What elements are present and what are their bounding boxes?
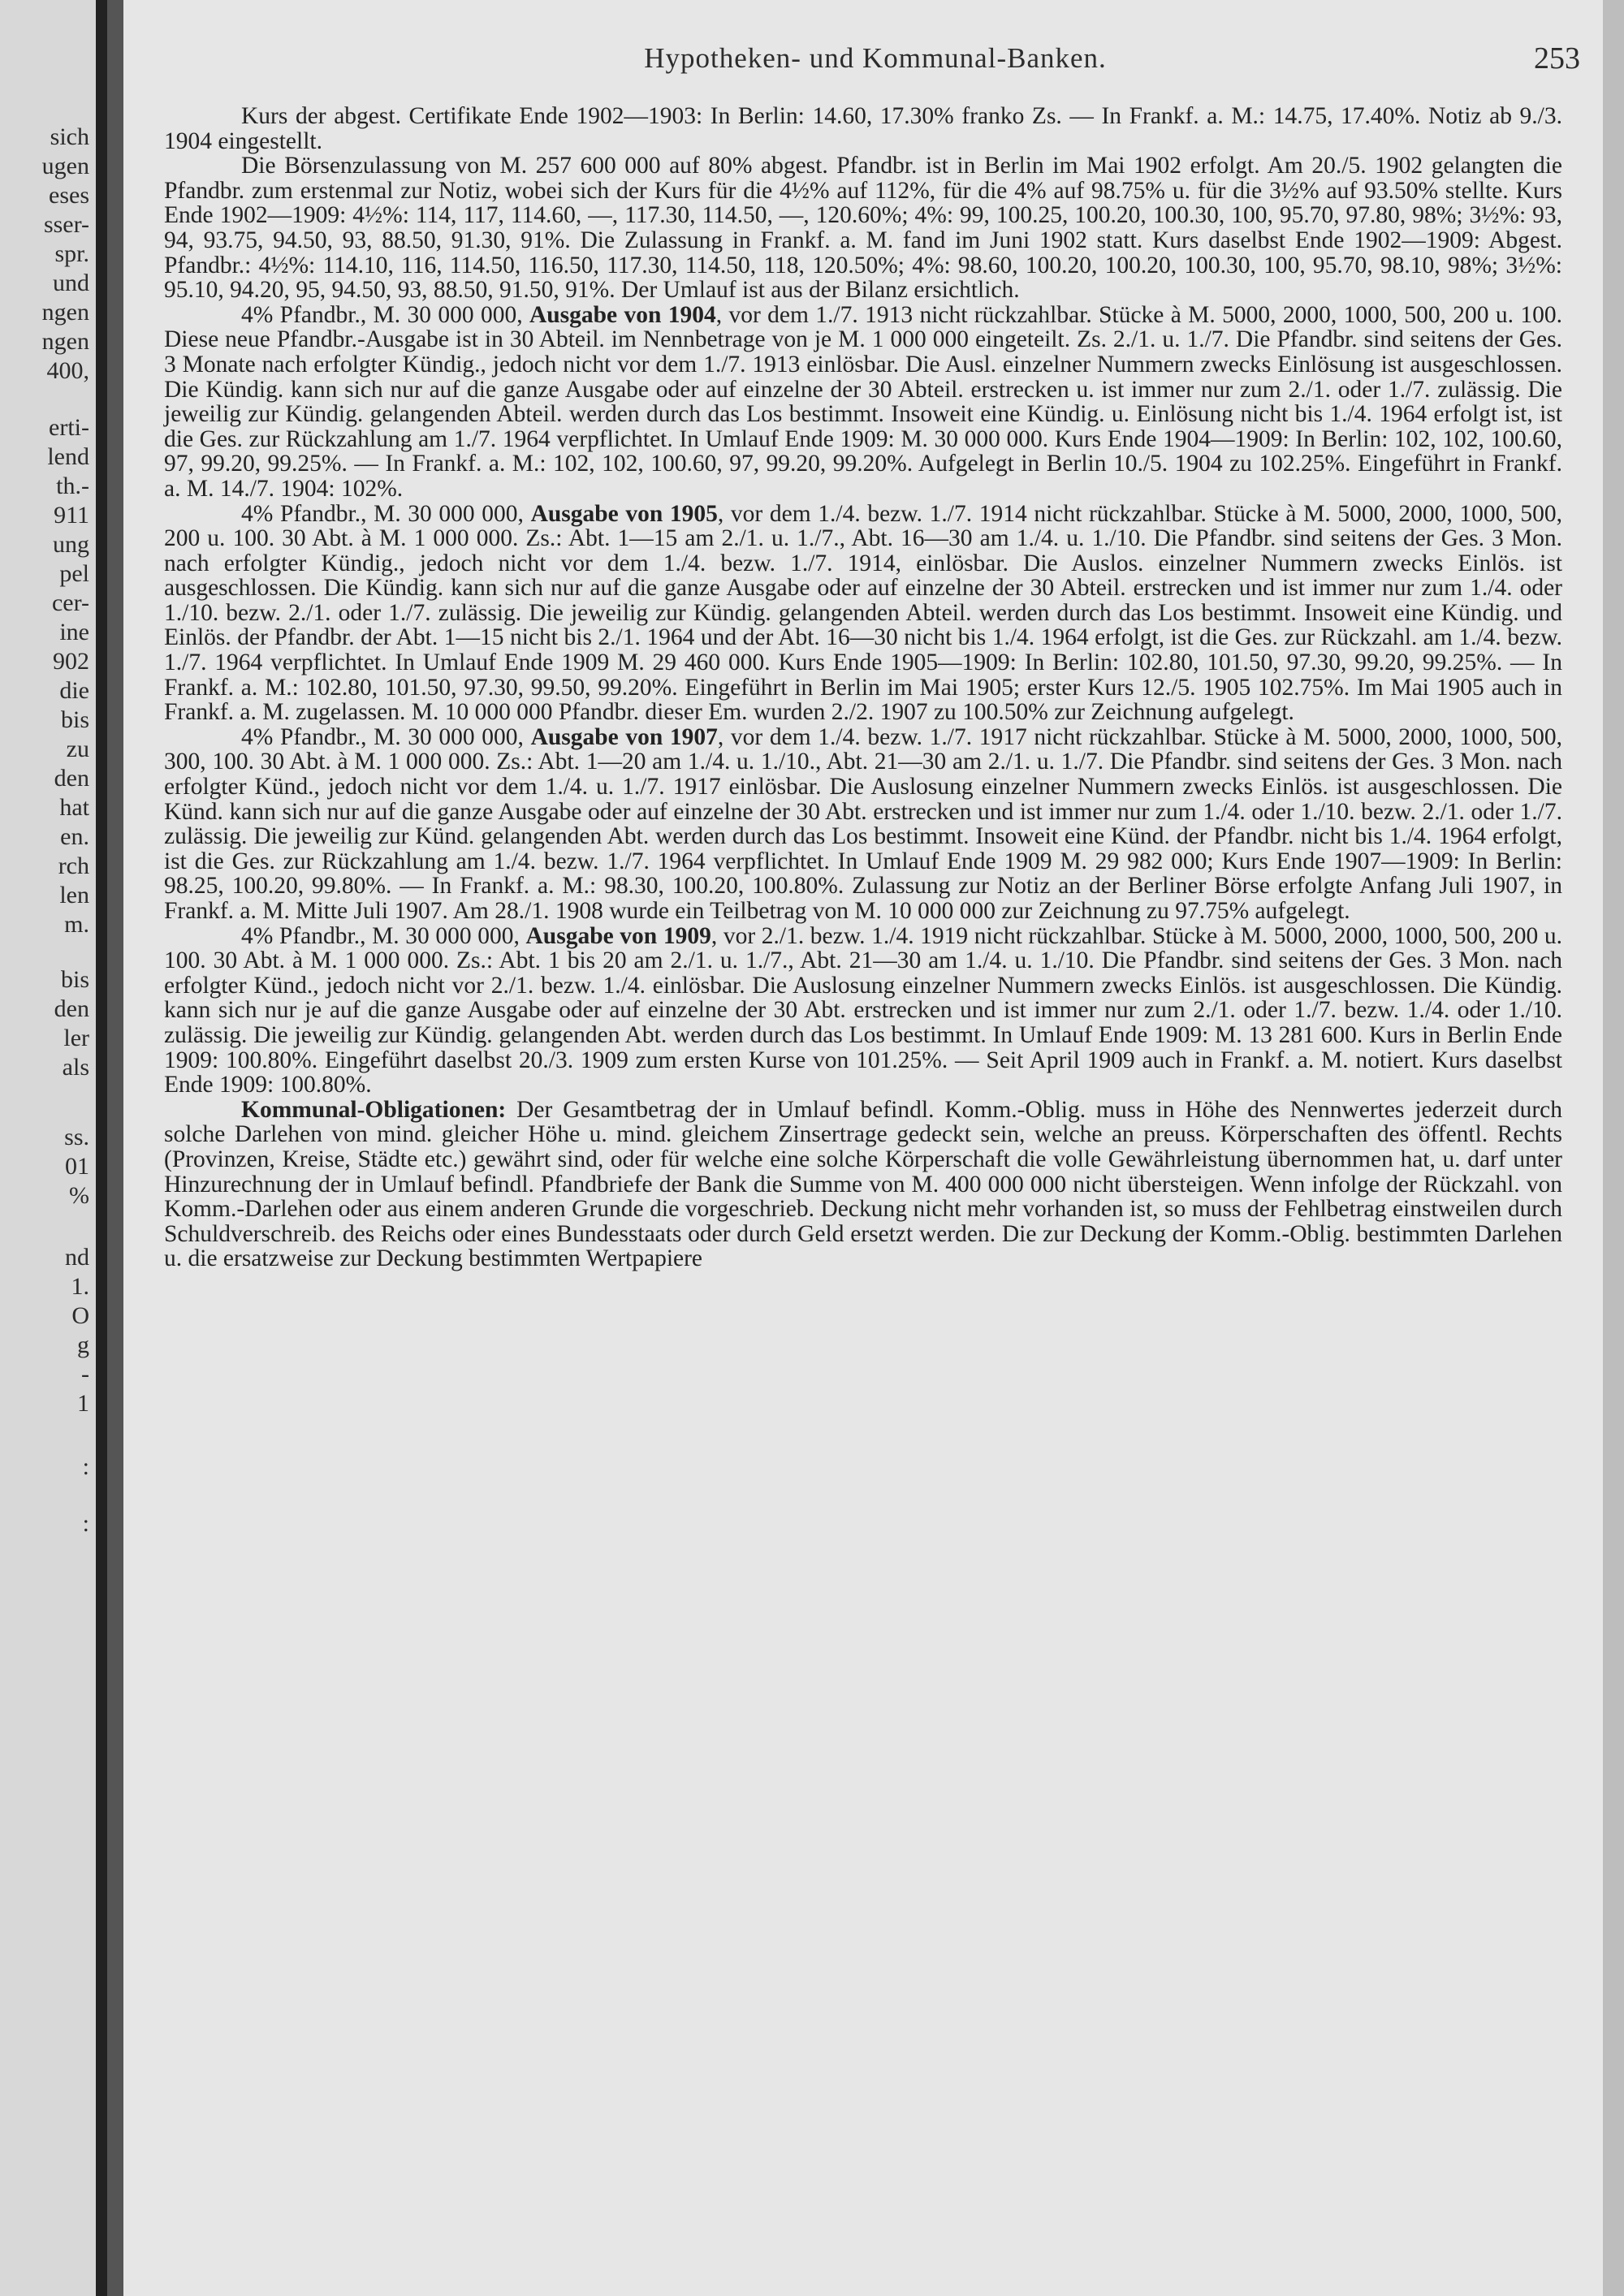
adjacent-fragment: ine: [59, 619, 89, 645]
paragraph-lead: 4% Pfandbr., M. 30 000 000,: [241, 723, 531, 750]
adjacent-fragment: pel: [59, 560, 89, 587]
adjacent-fragment: den: [54, 995, 89, 1022]
adjacent-fragment: %: [69, 1182, 89, 1209]
adjacent-fragment: m.: [64, 911, 89, 938]
paragraph-text: , vor dem 1./4. bezw. 1./7. 1914 nicht rückzahlbar. Stücke à M. 5000, 2000, 1000, 500, 200 u. 100. 30 Abt. à M. 1 000 000. Zs.: Abt. 1—15 am 2./1. u. 1./7., Abt. 16—30 am 1./4. u. 1./10. Die Pfandbr. sind seitens der Ges. 3 Mon. nach erfolgter Kündig., jedoch nicht vor dem 1./4. bezw. 1./7. 1914, einlösbar. Die Auslos. einzelner Nummern zwecks Einlös. ist ausgeschlossen. Die Kündig. kann sich nur auf die ganze Ausgabe oder auf einzelne der 30 Abteil. erstrecken und ist immer nur zum 1./4. oder 1./10. bezw. 2./1. oder 1./7. zulässig. Die jeweilig zur Kündig. gelangenden Abteil. werden durch das Los bestimmt. Insoweit eine Kündig. und Einlös. der Pfandbr. der Abt. 1—15 nicht bis 2./1. 1964 und der Abt. 16—30 nicht bis 1./4. 1964 erfolgt, ist die Ges. zur Rückzahl. am 1./4. bezw. 1./7. 1964 verpflichtet. In Umlauf Ende 1909 M. 29 460 000. Kurs Ende 1905—1909: In Berlin: 102.80, 101.50, 97.30, 99.20, 99.25%. — In Frankf. a. M.: 102.80, 101.50, 97.30, 99.50, 99.20%. Eingeführt in Berlin im Mai 1905; erster Kurs 12./5. 1905 102.75%. Im Mai 1905 auch in Frankf. a. M. zugelassen. M. 10 000 000 Pfandbr. dieser Em. wurden 2./2. 1907 zu 100.50% zur Zeichnung aufgelegt.: [164, 500, 1562, 726]
adjacent-fragment: th.-: [56, 473, 89, 499]
adjacent-fragment: als: [62, 1054, 89, 1081]
paragraph-heading: Ausgabe von 1905: [530, 500, 718, 527]
adjacent-fragment: en.: [60, 823, 89, 850]
adjacent-fragment: 1: [77, 1390, 89, 1417]
adjacent-fragment: zu: [66, 736, 89, 762]
adjacent-fragment: sich: [50, 123, 89, 150]
adjacent-fragment: nd: [65, 1244, 89, 1271]
paragraph-lead: 4% Pfandbr., M. 30 000 000,: [241, 922, 526, 949]
adjacent-fragment: 01: [65, 1153, 89, 1180]
paragraph-lead: 4% Pfandbr., M. 30 000 000,: [241, 301, 529, 328]
adjacent-fragment: lend: [47, 443, 89, 470]
adjacent-fragment: ngen: [41, 299, 89, 326]
paragraph-text: , vor dem 1./4. bezw. 1./7. 1917 nicht rückzahlbar. Stücke à M. 5000, 2000, 1000, 500, 300, 100. 30 Abt. à M. 1 000 000. Zs.: Abt. 1—20 am 1./4. u. 1./10., Abt. 21—30 am 2./1. u. 1./7. Die Pfandbr. sind seitens der Ges. 3 Mon. nach erfolgter Künd., jedoch nicht vor dem 1./4. u. 1./7. 1917 einlösbar. Die Auslosung einzelner Nummern zwecks Einlös. ist ausgeschlossen. Die Künd. kann sich nur auf die ganze Ausgabe oder auf einzelne der 30 Abt. erstrecken und ist immer nur zum 1./4. oder 1./10. bezw. 2./1. oder 1./7. zulässig. Die jeweilig zur Künd. gelangenden Abt. werden durch das Los bestimmt. Insoweit eine Künd. der Pfandbr. nicht bis 1./4. 1964 erfolgt, ist die Ges. zur Rückzahlung am 1./4. bezw. 1./7. 1964 verpflichtet. In Umlauf Ende 1909 M. 29 982 000; Kurs Ende 1907—1909: In Berlin: 98.25, 100.20, 99.80%. — In Frankf. a. M.: 98.30, 100.20, 100.80%. Zulassung zur Notiz an der Berliner Börse erfolgte Anfang Juli 1907, in Frankf. a. M. Mitte Juli 1907. Am 28./1. 1908 wurde ein Teilbetrag von M. 10 000 000 zur Zeichnung zu 97.75% aufgelegt.: [164, 723, 1562, 924]
adjacent-fragment: 911: [54, 502, 89, 529]
paragraph-text: Kurs der abgest. Certifikate Ende 1902—1903: In Berlin: 14.60, 17.30% franko Zs. — In Frankf. a. M.: 14.75, 17.40%. Notiz ab 9./3. 1904 eingestellt.: [164, 103, 1562, 154]
paragraph-heading: Kommunal-Obligationen:: [241, 1096, 507, 1123]
paragraph-text: , vor dem 1./7. 1913 nicht rückzahlbar. Stücke à M. 5000, 2000, 1000, 500, 200 u. 100. Diese neue Pfandbr.-Ausgabe ist in 30 Abteil. im Nennbetrage von je M. 1 000 000 eingeteilt. Zs. 2./1. u. 1./7. Die Pfandbr. sind seitens der Ges. 3 Monate nach erfolgter Kündig., jedoch nicht vor dem 1./7. 1913 einlösbar. Die Ausl. einzelner Nummern zwecks Einlösung ist ausgeschlossen. Die Kündig. kann sich nur auf die ganze Ausgabe oder auf einzelne der 30 Abteil. erstrecken u. ist immer nur zum 2./1. oder 1./7. zulässig. Die jeweilig zur Kündig. gelangenden Abteil. werden durch das Los bestimmt. Insoweit eine Kündig. u. Einlösung nicht bis 1./4. 1964 erfolgt ist, ist die Ges. zur Rückzahlung am 1./7. 1964 verpflichtet. In Umlauf Ende 1909: M. 30 000 000. Kurs Ende 1904—1909: In Berlin: 102, 102, 100.60, 97, 99.20, 99.25%. — In Frankf. a. M.: 102, 102, 100.60, 97, 99.20, 99.20%. Aufgelegt in Berlin 10./5. 1904 zu 102.25%. Eingeführt in Frankf. a. M. 14./7. 1904: 102%.: [164, 301, 1562, 502]
adjacent-fragment: ler: [63, 1025, 89, 1051]
adjacent-fragment: erti-: [49, 414, 89, 441]
adjacent-fragment: sser-: [43, 211, 89, 238]
adjacent-fragment: den: [54, 765, 89, 792]
paragraph: [164, 1098, 1562, 1271]
binding-gutter: [107, 0, 123, 2296]
adjacent-fragment: O: [71, 1302, 89, 1329]
adjacent-fragment: eses: [49, 182, 89, 209]
adjacent-fragment: cer-: [51, 589, 89, 616]
paragraph-heading: Ausgabe von 1907: [530, 723, 718, 750]
page-number: 253: [1534, 41, 1580, 76]
book-page: [123, 0, 1603, 2296]
adjacent-fragment: :: [82, 1510, 89, 1537]
adjacent-fragment: ss.: [64, 1124, 89, 1150]
paragraph: [164, 924, 1562, 1098]
adjacent-fragment: ugen: [41, 153, 89, 179]
paragraph-text: Der Gesamtbetrag der in Umlauf befindl. Komm.-Oblig. muss in Höhe des Nennwertes jederzeit durch solche Darlehen von mind. gleicher Höhe u. mind. gleichem Zinsertrage gedeckt sein, welche an preuss. Körperschaften des öffentl. Rechts (Provinzen, Kreise, Städte etc.) gewährt sind, oder für welche eine solche Körperschaft die volle Gewährleistung übernommen hat, u. darf unter Hinzurechnung der in Umlauf befindl. Pfandbriefe der Bank die Summe von M. 400 000 000 nicht übersteigen. Wenn infolge der Rückzahl. von Komm.-Darlehen oder aus einem anderen Grunde die vorgeschrieb. Deckung nicht mehr vorhanden ist, so muss der Fehlbetrag einstweilen durch Schuldverschreib. des Reichs oder eines Bundesstaats oder durch Geld ersetzt werden. Die zur Deckung der Komm.-Oblig. bestimmten Darlehen u. die ersatzweise zur Deckung bestimmten Wertpapiere: [164, 1096, 1562, 1272]
paragraph: [164, 153, 1562, 303]
adjacent-fragment: bis: [60, 966, 89, 993]
body-text: [164, 104, 1562, 1271]
paragraph-heading: Ausgabe von 1909: [525, 922, 711, 949]
adjacent-fragment: :: [82, 1453, 89, 1480]
adjacent-page-strip: [0, 0, 107, 2296]
adjacent-fragment: hat: [59, 794, 89, 821]
adjacent-fragment: rch: [58, 852, 89, 879]
adjacent-fragment: g: [77, 1331, 89, 1358]
adjacent-fragment: 902: [53, 648, 89, 675]
adjacent-fragment: 400,: [46, 357, 89, 384]
paragraph-text: , vor 2./1. bezw. 1./4. 1919 nicht rückzahlbar. Stücke à M. 5000, 2000, 1000, 500, 200 u. 100. 30 Abt. à M. 1 000 000. Zs.: Abt. 1 bis 20 am 2./1. u. 1./7., Abt. 21—30 am 1./4. u. 1./10. Die Pfandbr. sind seitens der Ges. 3 Mon. nach erfolgter Künd., jedoch nicht vor 2./1. bezw. 1./4. einlösbar. Die Auslosung einzelner Nummern zwecks Einlös. ist ausgeschlossen. Die Kündig. kann sich nur je auf die ganze Ausgabe oder auf einzelne der 30 Abt. erstrecken und ist immer nur zum 2./1. oder 1./7. bezw. 1./4. oder 1./10. zulässig. Die jeweilig zur Kündig. gelangenden Abt. werden durch das Los bestimmt. In Umlauf Ende 1909: M. 13 281 600. Kurs in Berlin Ende 1909: 100.80%. Eingeführt daselbst 20./3. 1909 zum ersten Kurse von 101.25%. — Seit April 1909 auch in Frankf. a. M. notiert. Kurs daselbst Ende 1909: 100.80%.: [164, 922, 1562, 1098]
adjacent-fragment: bis: [60, 706, 89, 733]
running-head: Hypotheken- und Kommunal-Banken.: [644, 42, 1107, 74]
adjacent-fragment: ung: [53, 531, 89, 558]
paragraph-heading: Ausgabe von 1904: [529, 301, 716, 328]
adjacent-fragment: spr.: [54, 240, 89, 267]
adjacent-fragment: len: [59, 882, 89, 908]
paragraph: [164, 725, 1562, 924]
paragraph: [164, 303, 1562, 502]
adjacent-fragment: ngen: [41, 328, 89, 355]
paragraph: [164, 502, 1562, 725]
page-edge: [1603, 0, 1624, 2296]
paragraph: [164, 104, 1562, 153]
paragraph-lead: 4% Pfandbr., M. 30 000 000,: [241, 500, 531, 527]
paragraph-text: Die Börsenzulassung von M. 257 600 000 auf 80% abgest. Pfandbr. ist in Berlin im Mai 1902 erfolgt. Am 20./5. 1902 gelangten die Pfandbr. zum erstenmal zur Notiz, wobei sich der Kurs für die 4½% auf 112%, für die 4% auf 98.75% u. für die 3½% auf 93.50% stellte. Kurs Ende 1902—1909: 4½%: 114, 117, 114.60, —, 117.30, 114.50, —, 120.60%; 4%: 99, 100.25, 100.20, 100.30, 100, 95.70, 97.80, 98%; 3½%: 93, 94, 93.75, 94.50, 93, 88.50, 91.30, 91%. Die Zulassung in Frankf. a. M. fand im Juni 1902 statt. Kurs daselbst Ende 1902—1909: Abgest. Pfandbr.: 4½%: 114.10, 116, 114.50, 116.50, 117.30, 114.50, 118, 120.50%; 4%: 98.60, 100.20, 100.20, 100.30, 100, 95.70, 98.10, 98%; 3½%: 95.10, 94.20, 95, 94.50, 93, 88.50, 91.50, 91%. Der Umlauf ist aus der Bilanz ersichtlich.: [164, 153, 1562, 304]
adjacent-fragment: -: [81, 1361, 89, 1388]
adjacent-fragment: die: [59, 677, 89, 704]
adjacent-fragment: 1.: [71, 1273, 89, 1300]
adjacent-fragment: und: [53, 270, 89, 296]
